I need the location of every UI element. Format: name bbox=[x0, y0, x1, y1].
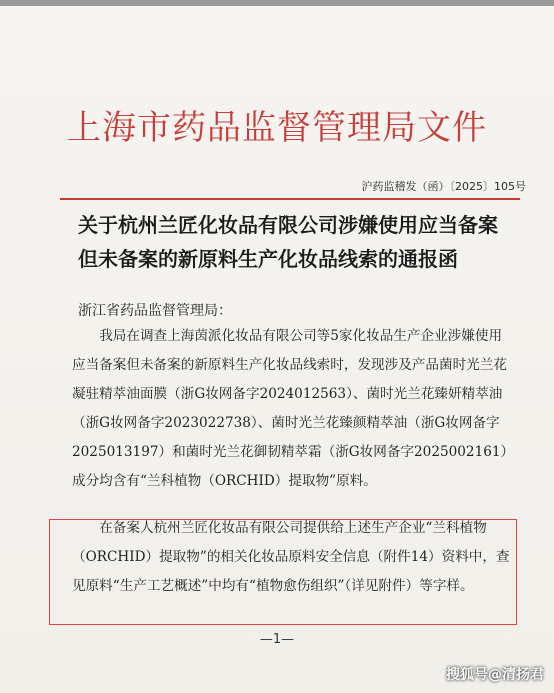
body-paragraph-1: 我局在调查上海茵派化妆品有限公司等5家化妆品生产企业涉嫌使用应当备案但未备案的新原料生产化妆品线索时，发现涉及产品菌时光兰花凝驻精萃油面膜（浙G妆网备字2024012563）、菌时光兰花臻妍精萃油（浙G妆网备字2023022738）、菌时光兰花臻颜精萃油（浙G妆网备字2025013197）和菌时光兰花御韧精萃霜（浙G妆网备字2025002161）成分均含有“兰科植物（ORCHID）提取物”原料。 bbox=[72, 328, 508, 489]
body-paragraph-2: 在备案人杭州兰匠化妆品有限公司提供给上述生产企业“兰科植物（ORCHID）提取物”的相关化妆品原料安全信息（附件14）资料中，查见原料“生产工艺概述”中均有“植物愈伤组织”（详见附件）等字样。 bbox=[72, 520, 510, 594]
salutation: 浙江省药品监督管理局： bbox=[78, 303, 232, 319]
page-number: —1— bbox=[259, 632, 295, 647]
scan-top-edge bbox=[0, 0, 554, 6]
document-subject: 关于杭州兰匠化妆品有限公司涉嫌使用应当备案但未备案的新原料生产化妆品线索的通报函 bbox=[78, 213, 498, 271]
highlight-annotation-box bbox=[49, 519, 517, 625]
issuer-header: 上海市药品监督管理局文件 bbox=[67, 108, 487, 148]
document-number: 沪药监稽发（函）〔2025〕105号 bbox=[361, 180, 526, 193]
source-watermark: 搜狐号@清扬君 bbox=[446, 667, 544, 683]
red-divider bbox=[60, 198, 520, 200]
